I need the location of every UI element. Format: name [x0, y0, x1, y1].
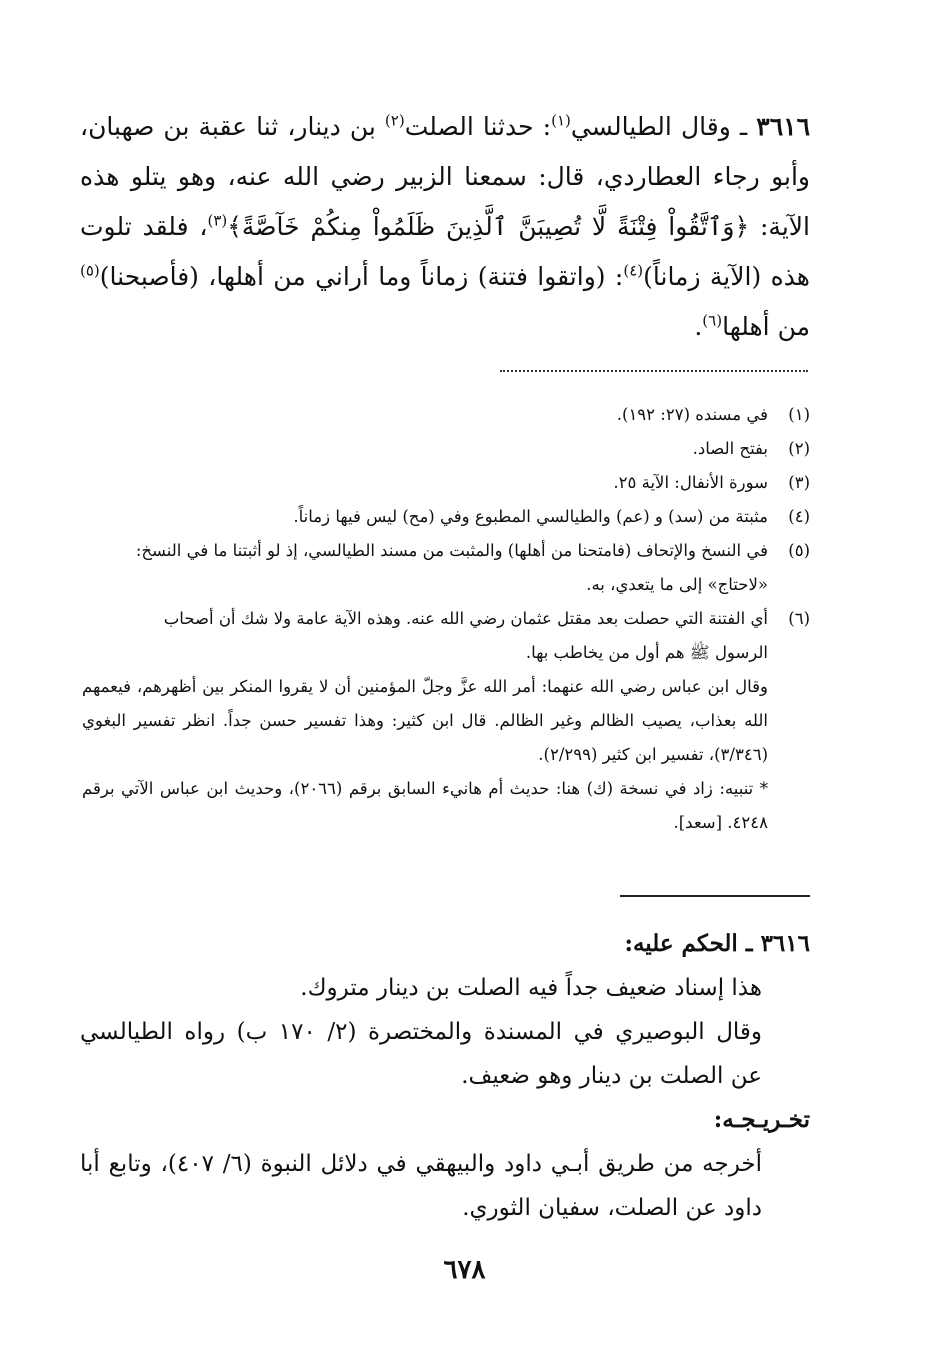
- footnote-3: [82, 466, 810, 500]
- footnote-divider-dotted: [500, 370, 808, 372]
- text-segment: .: [694, 312, 703, 341]
- footnote-text: في النسخ والإتحاف (فامتحنا من أهلها) والمثبت من مسند الطيالسي، إذ لو أثبتنا ما في النسخ:: [135, 541, 768, 560]
- footnote-number: (٢): [788, 439, 810, 458]
- footnote-number: (٣): [788, 473, 810, 492]
- footnote-text: مثبتة من (سد) و (عم) والطيالسي المطبوع وفي (مح) ليس فيها زماناً.: [293, 507, 768, 526]
- footnote-text: سورة الأنفال: الآية ٢٥.: [613, 473, 768, 492]
- footnote-number: (٤): [788, 507, 810, 526]
- footnote-text: في مسنده (٢٧: ١٩٢).: [616, 405, 768, 424]
- footnote-4: [82, 500, 810, 534]
- ruling-paragraph: هذا إسناد ضعيف جداً فيه الصلت بن دينار متروك.: [300, 975, 762, 1001]
- text-segment: : (واتقوا فتنة) زماناً وما أراني من أهلها، (فأصبحنا): [99, 262, 624, 291]
- hadith-number: ٣٦١٦: [756, 112, 810, 141]
- footnote-ref-4: (٤): [623, 261, 644, 280]
- hadith-text: [80, 102, 810, 352]
- takhrij-paragraph: أخرجه من طريق أبـي داود والبيهقي في دلائل النبوة (٦/ ٤٠٧)، وتابع أبا داود عن الصلت، سفيان الثوري.: [80, 1151, 763, 1221]
- hadith-paragraph: [80, 102, 810, 352]
- footnote-number: (١): [788, 405, 810, 424]
- ruling-paragraph: وقال البوصيري في المسندة والمختصرة (٢/ ١٧٠ ب) رواه الطيالسي عن الصلت بن دينار وهو ضعيف.: [80, 1019, 763, 1089]
- footnote-text: بفتح الصاد.: [692, 439, 768, 458]
- text-segment: : حدثنا الصلت: [404, 112, 552, 141]
- footnote-1: [82, 398, 810, 432]
- takhrij-heading: تخـريـجـه:: [713, 1106, 810, 1133]
- footnote-ref-5: (٥): [80, 261, 100, 280]
- footnote-text: الرسول ﷺ هم أول من يخاطب بها.: [525, 643, 768, 662]
- footnote-2: [82, 432, 810, 466]
- footnote-5: [82, 534, 810, 602]
- footnote-6-ibn-abbas: وقال ابن عباس رضي الله عنهما: أمر الله عزَّ وجلّ المؤمنين أن لا يقروا المنكر بين أظهرهم، فيعمهم الله بعذاب، يصيب الظالم وغير الظالم. قال ابن كثير: وهذا تفسير حسن جداً. انظر تفسير البغوي (٣/٣٤٦)، تفسير ابن كثير (٢/٢٩٩).: [82, 677, 768, 764]
- dash: ـ: [730, 112, 757, 141]
- footnote-ref-1: (١): [551, 111, 571, 130]
- footnote-number: (٦): [788, 609, 810, 628]
- footnote-ref-2: (٢): [384, 111, 405, 130]
- footnote-text: «لاحتاج» إلى ما يتعدي، به.: [586, 575, 768, 594]
- text-segment: بن دينار، ثنا عقبة بن صهبان، وأبو رجاء العطاردي، قال: سمعنا الزبير رضي الله عنه، وهو يتلو هذه الآية: ﴿وَٱتَّقُواْ فِتْنَةً لَّا تُصِيبَنَّ ٱلَّذِينَ ظَلَمُواْ مِنكُمْ خَآصَّةً﴾: [80, 112, 810, 241]
- section-divider: [620, 895, 810, 897]
- footnote-text: أي الفتنة التي حصلت بعد مقتل عثمان رضي الله عنه. وهذه الآية عامة ولا شك أن أصحاب: [163, 609, 768, 628]
- text-segment: وقال الطيالسي: [570, 112, 731, 141]
- page-number: ٦٧٨: [443, 1255, 486, 1285]
- text-segment: ، فلقد تلوت هذه (الآية زماناً): [80, 212, 810, 291]
- footnote-6-note: * تنبيه: زاد في نسخة (ك) هنا: حديث أم هانيء السابق برقم (٢٠٦٦)، وحديث ابن عباس الآتي برقم ٤٢٤٨. [سعد].: [82, 779, 768, 832]
- footnote-number: (٥): [788, 541, 810, 560]
- footnote-6: [82, 602, 810, 670]
- footnote-ref-6: (٦): [702, 311, 723, 330]
- text-segment: من أهلها: [722, 312, 810, 341]
- ruling-heading: ٣٦١٦ ـ الحكم عليه:: [624, 930, 810, 957]
- footnotes: [82, 398, 810, 840]
- ruling-section: [80, 922, 810, 1230]
- footnote-ref-3: (٣): [207, 211, 228, 230]
